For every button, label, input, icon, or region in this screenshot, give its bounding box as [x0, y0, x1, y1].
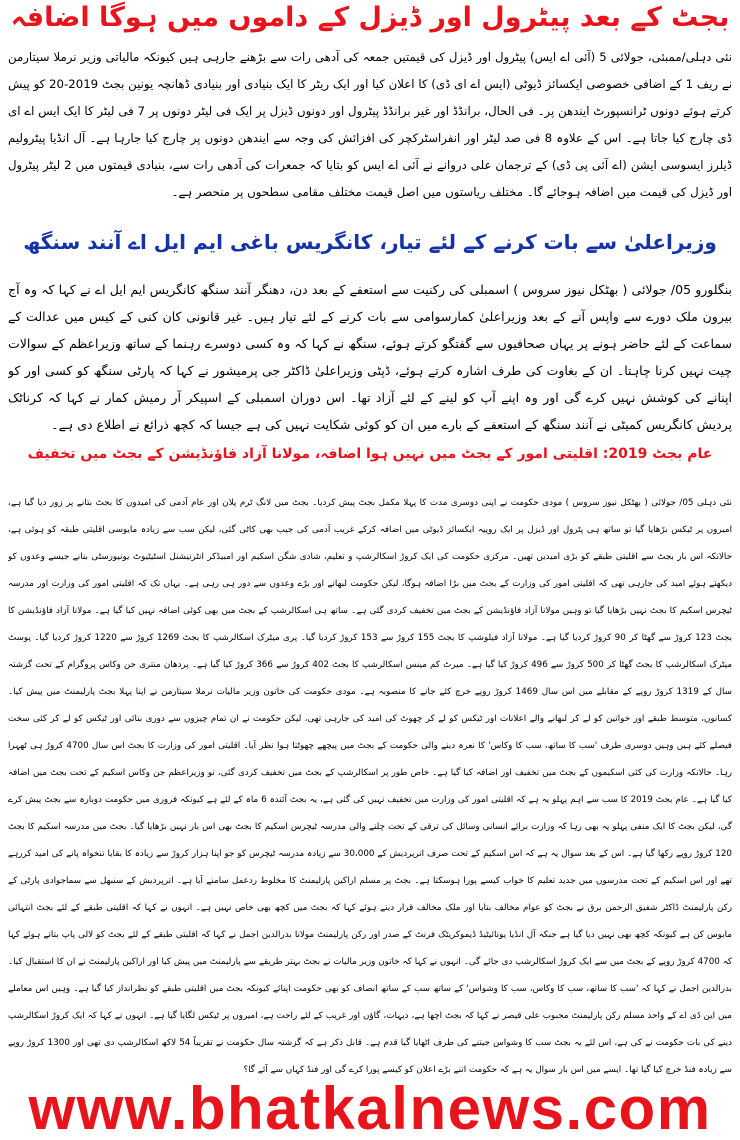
headline-anand-singh: وزیراعلیٰ سے بات کرنے کے لئے تیار، کانگریس باغی ایم ایل اے آنند سنگھ — [23, 230, 717, 254]
headline-minority-budget: عام بجٹ 2019: اقلیتی امور کے بجٹ میں نہیں ہوا اضافہ، مولانا آزاد فاؤنڈیشن کے بجٹ میں تخفیف — [27, 446, 713, 462]
article-minority-budget-body: نئی دہلی 05/ جولائی ( بھٹکل نیوز سروس ) مودی حکومت نے اپنی دوسری مدت کا پہلا مکمل بجٹ پیش کردیا۔ بجٹ میں لانگ ٹرم پلان اور عام آدمی کی امیدوں کا بجٹ بتانے پر زور دیا گیا ہے، امیروں پر ٹیکس بڑھایا گیا تو ساتھ ہی پٹرول اور ڈیزل پر ایک روپیہ ایکسائز ڈیوٹی میں اضافہ کرکے غریب آدمی کی جیب بھی کاٹی گئی، لیکن سب سے زیادہ مایوسی اقلیتی طبقہ کو ہوئی ہے، حالانکہ اس بار بجٹ سے اقلیتی طبقے کو بڑی امیدیں تھیں۔ مرکزی حکومت کی ایک کروڑ اسکالرشپ و تعلیم، شادی شگن اسکیم اور امبیڈکر انٹرنیشنل اسٹیٹیوٹ یونیورسٹی بنانے جیسے وعدوں کو دیکھتے ہوئے امید کی جارہی تھی کہ اقلیتی امور کی وزارت کے بجٹ میں بڑا اضافہ ہوگا، لیکن حکومت لبھانے اور بڑے وعدوں سے دور ہی رہی ہے۔ یہاں تک کہ اقلیتی امور کی وزارت اور مدرسہ ٹیچرس اسکیم کا بجٹ نہیں بڑھایا گیا تو وہیں مولانا آزاد فاؤنڈیشن کے بجٹ میں تخفیف کردی گئی ہے۔ ساتھ ہی اسکالرشپ کے بجٹ میں بھی کوئی اضافہ نہیں کیا گیا ہے۔ مولانا آزاد فاؤنڈیشن کا بجٹ 123 کروڑ سے گھٹا کر 90 کروڑ کردیا گیا ہے۔ مولانا آزاد فیلوشپ کا بجٹ 155 کروڑ سے 153 کروڑ کردیا گیا۔ پری میٹرک اسکالرشپ کا بجٹ 1269 کروڑ سے 1220 کروڑ کردیا گیا۔ پوسٹ میٹرک اسکالرشپ کا بجٹ گھٹا کر 500 کروڑ سے 496 کروڑ کیا گیا ہے۔ میرٹ کم مینس اسکالرشپ کا بجٹ 402 کروڑ سے 366 کروڑ کیا گیا ہے۔ پردھان منتری جن وکاس پروگرام کے تحت گزشتہ سال کے 1319 کروڑ روپے کے مقابلے میں اس سال 1469 کروڑ روپے خرچ کئے جانے کا منصوبہ ہے۔ مودی حکومت کی خاتون وزیر مالیات نرملا سیتارمن نے اپنا پہلا بجٹ پارلیمنٹ میں پیش کیا۔ کسانوں، متوسط طبقے اور خواتین کو لے کر لبھانے والے اعلانات اور ٹیکس کو لے کر چھوٹ کی امید کی جارہی تھی، لیکن حکومت نے ان تمام چیزوں سے دوری بنائی اور ٹیکس کو لے کر کئی سخت فیصلے کئے ہیں وہیں دوسری طرف 'سب کا ساتھ، سب کا وکاس' کا نعرہ دینے والی حکومت کے بجٹ میں پیچھے چھوٹتا ہوا نظر آیا۔ اقلیتی امور کی وزارت کا بجٹ اس سال 4700 کروڑ ہی ٹھہرا رہا۔ حالانکہ وزارت کی کئی اسکیموں کے بجٹ میں تخفیف اور اضافہ کیا گیا ہے۔ خاص طور پر اسکالرشپ کے بجٹ میں تخفیف کردی گئی، تو وزیراعظم جن وکاس اسکیم کے تحت بجٹ میں اضافہ کیا گیا ہے۔ عام بجٹ 2019 کا سب سے اہم پہلو یہ ہے کہ اقلیتی امور کی وزارت میں تخفیف نہیں کی گئی ہے، یہ بجٹ آئندہ 6 ماہ کے لئے ہے کیونکہ فروری میں حکومت دوبارہ سے بجٹ پیش کرے گی، لیکن بجٹ کا ایک منفی پہلو یہ بھی رہا کہ وزارت برائے انسانی وسائل کی ترقی کے تحت چلنے والی مدرسہ ٹیچرس اسکیم کا بجٹ بھی اس بار نہیں بڑھایا گیا۔ بجٹ میں مدرسہ اسکیم کا بجٹ 120 کروڑ روپے رکھا گیا ہے۔ اس کے بعد سوال یہ ہے کہ اس اسکیم کے تحت صرف اترپردیش کے 30،000 سے زیادہ مدرسہ ٹیچرس کو جو اپنا ہزار کروڑ سے زیادہ کا بقایا تنخواہ پانے کی امید کررہے تھے اور اس اسکیم کے تحت مدرسوں میں جدید تعلیم کا خواب کیسے پورا ہوسکتا ہے۔ بجٹ پر مسلم اراکین پارلیمنٹ کا مخلوط ردعمل سامنے آیا ہے۔ اترپردیش کے سنبھل سے سماجوادی پارٹی کے رکن پارلیمنٹ ڈاکٹر شفیق الرحمن برق نے بجٹ کو عوام مخالف بتایا اور ملک مخالف قرار دیتے ہوئے کہا کہ بجٹ میں کچھ بھی خاص نہیں ہے۔ انہوں نے کہا کہ اقلیتی طبقے کے لئے بجٹ انتہائی مایوس کن ہے کیونکہ کچھ بھی نہیں دیا گیا ہے جبکہ آل انڈیا یونائیٹیڈ ڈیموکریٹک فرنٹ کے صدر اور رکن پارلیمنٹ مولانا بدرالدین اجمل نے کہا کہ اقلیتی طبقے کے لئے بجٹ کو لالی پاپ بتاتے ہوئے کہا کہ 4700 کروڑ روپے کے بجٹ میں سے ایک کروڑ اسکالرشپ دی جائے گی۔ انہوں نے کہا کہ خاتون وزیر مالیات نے بجٹ بہتر طریقے سے پارلیمنٹ میں پیش کیا اور اراکین پارلیمنٹ نے ان کا استقبال کیا۔ بدرالدین اجمل نے کہا کہ 'سب کا ساتھ، سب کا وکاس، سب کا وشواس' کے ساتھ سب کے ساتھ انصاف کو بھی حکومت اپنائے کیونکہ بجٹ میں اقلیتی طبقے کو نظرانداز کیا گیا ہے۔ وہیں اس معاملے میں این ڈی اے کے واحد مسلم رکن پارلیمنٹ محبوب علی قیصر نے کہا کہ بجٹ اچھا ہے، دیہات، گاؤں اور غریب کے لئے راحت ہے، امیروں پر ٹیکس لگایا گیا ہے۔ انہوں نے کہا کہ ایک کروڑ اسکالرشپ دینے کی بات حکومت نے کی ہے، اس لئے یہ بجٹ سب کا وشواس جیتنے کی طرف اٹھایا گیا قدم ہے۔ قابل ذکر ہے کہ گزشتہ سال حکومت نے تقریباً 54 لاکھ اسکالرشپ دی تھی اور 1300 کروڑ روپے سے زیادہ فنڈ خرچ کیا گیا تھا۔ ایسے میں اس بار سوال یہ ہے کہ حکومت اتنے بڑے اعلان کو کیسے پورا کرے گی اور فنڈ کہاں سے آئے گا؟ — [8, 498, 732, 1075]
website-footer: www.bhatkalnews.com — [28, 1078, 712, 1140]
article-petrol-diesel-body: نئی دہلی/ممبئی، جولائی 5 (آئی اے ایس) پیٹرول اور ڈیزل کی قیمتیں جمعہ کی آدھی رات سے بڑھنے جارہی ہیں کیونکہ مالیاتی وزیر نرملا سیتارمن نے ریف 1 کے اضافی خصوصی ایکسائز ڈیوٹی (ایس اے ای ڈی) کا اعلان کیا اور ایک ریٹر کا ایک بنیادی اور بنیادی ڈھانچہ یونین بجٹ 2019-20 کو پیش کرتے ہوئے دونوں ٹرانسپورٹ ایندھن پر۔ فی الحال، برانڈڈ اور غیر برانڈڈ پیٹرول اور دونوں ڈیزل پر ایک فی لیٹر دونوں پر 7 فی لیٹر کا ایک ایس اے ای ڈی چارج کیا جاتا ہے۔ اس کے علاوہ 8 فی صد لیٹر اور انفراسٹرکچر کی افزائش کی وجہ سے ایندھن دونوں پر چارج کیا جارہا ہے۔ آل انڈیا پیٹرولیم ڈیلرز ایسوسی ایشن (اے آئی پی ڈی) کے ترجمان علی دروانے نے آئی اے ایس کو بتایا کہ جمعرات کی آدھی رات سے، بنیادی قیمتوں میں 2 لیٹر پیٹرول اور ڈیزل کی قیمت میں اضافہ ہوجائے گا۔ مختلف ریاستوں میں اصل قیمت مختلف مقامی سطحوں پر منحصر ہے۔ — [8, 50, 732, 199]
article-anand-singh-body: بنگلورو 05/ جولائی ( بھٹکل نیوز سروس ) اسمبلی کی رکنیت سے استعفے کے بعد دن، دھنگر آنند سنگھ کانگریس ایم ایل اے نے کہا کہ وہ آج بیرون ملک دورے سے واپس آنے کے بعد وزیراعلیٰ کمارسوامی سے بات کرنے کے لئے تیار ہیں۔ غیر قانونی کان کنی کے کیس میں عدالت کے سماعت کے لئے حاضر ہونے پر یہاں صحافیوں سے گفتگو کرتے ہوئے، سنگھ نے کہا کہ وہ کسی دوسرے رہنما کے ساتھ وزیراعظم کے سوالات چیت نہیں کرنا چاہتا۔ ان کے بغاوت کی طرف اشارہ کرتے ہوئے، ڈپٹی وزیراعلیٰ ڈاکٹر جی پرمیشور نے کہا کہ پارٹی سنگھ کو کسی اور کو اپنانے کی کوشش نہیں کرے گی اور وہ اپنے آپ کو لینے کے لئے آزاد تھا۔ اس دوران اسمبلی کے اسپیکر آر رمیش کمار نے کہا کہ کرناٹک پردیش کانگریس کمیٹی نے آنند سنگھ کے استعفے کے بارے میں ان کو کوئی شکایت نہیں کی ہے جیسا کہ کچھ ذرائع نے اطلاع دی ہے۔ — [8, 282, 732, 432]
headline-petrol-diesel: بجٹ کے بعد پیٹرول اور ڈیزل کے داموں میں ہوگا اضافہ — [10, 2, 730, 33]
